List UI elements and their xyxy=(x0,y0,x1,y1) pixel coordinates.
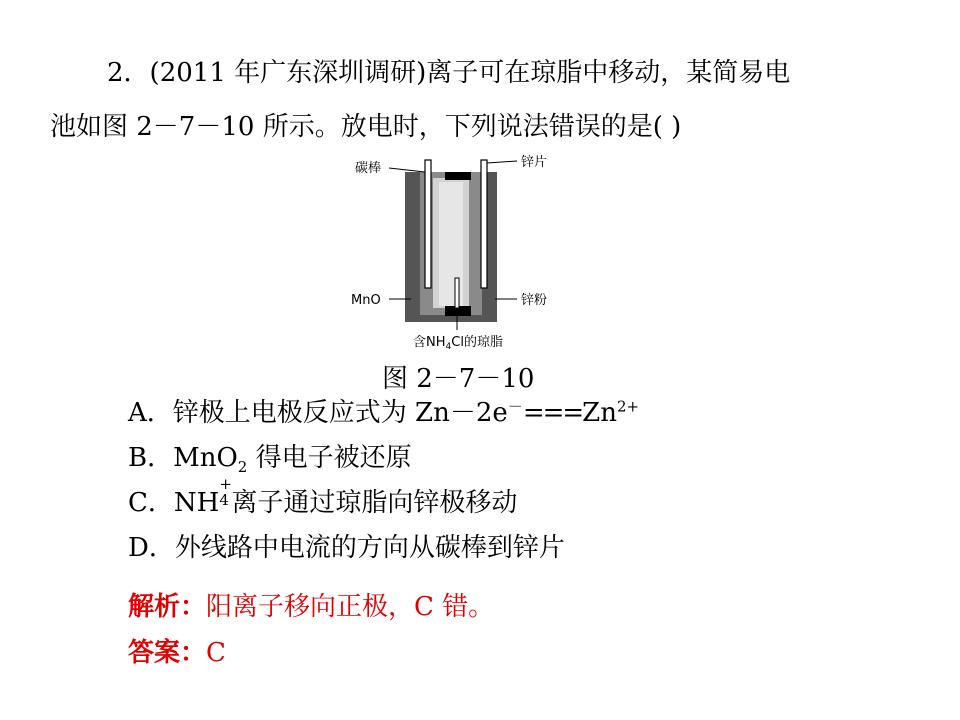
option-d[interactable] xyxy=(128,531,565,565)
option-d-letter: D． xyxy=(128,533,175,563)
option-b-formula: MnO xyxy=(173,443,238,473)
carbon-rod xyxy=(425,160,431,288)
option-c-formula: NH xyxy=(173,488,220,518)
option-b[interactable] xyxy=(128,441,412,475)
center-rod xyxy=(455,278,459,308)
label-mno: MnO xyxy=(351,293,381,308)
analysis xyxy=(128,590,494,624)
label-zinc-powder: 锌粉 xyxy=(521,293,548,308)
option-a-ion-charge: 2+ xyxy=(616,397,640,416)
label-carbon-rod: 碳棒 xyxy=(355,161,382,176)
top-seal xyxy=(445,172,471,180)
option-c-subscript: 4 xyxy=(219,491,229,509)
option-c-text: 离子通过琼脂向锌极移动 xyxy=(231,488,518,518)
option-a-product: Zn xyxy=(582,398,617,428)
battery-diagram xyxy=(345,150,590,355)
option-c-letter: C． xyxy=(128,488,174,518)
label-agar-prefix: 含NH xyxy=(413,335,446,350)
label-agar xyxy=(413,334,503,352)
label-zinc-sheet: 锌片 xyxy=(521,155,548,170)
option-a-letter: A． xyxy=(128,398,173,428)
option-a-electron-charge: － xyxy=(507,397,523,416)
option-a-text: 锌极上电极反应式为 Zn－2e xyxy=(172,398,508,428)
option-a-equals: === xyxy=(522,398,583,428)
option-b-subscript: 2 xyxy=(237,458,248,477)
label-agar-sub: 4 xyxy=(445,342,452,352)
answer-text: C xyxy=(206,638,226,668)
option-a[interactable] xyxy=(128,396,639,430)
question-text-1: (2011 年广东深圳调研)离子可在琼脂中移动，某简易电 xyxy=(149,58,791,88)
zinc-sheet-leader xyxy=(487,161,517,163)
analysis-text: 阳离子移向正极，C 错。 xyxy=(206,592,495,622)
option-c-superscript: + xyxy=(219,475,232,493)
zinc-sheet xyxy=(481,160,487,288)
question-number: 2． xyxy=(107,58,150,88)
option-b-text: 得电子被还原 xyxy=(247,443,412,473)
carbon-rod-leader xyxy=(389,168,425,172)
option-c-sup-sub xyxy=(219,475,232,511)
answer-label: 答案： xyxy=(128,638,207,668)
battery-diagram-svg xyxy=(345,150,590,355)
option-d-text: 外线路中电流的方向从碳棒到锌片 xyxy=(174,533,565,563)
option-b-letter: B． xyxy=(128,443,174,473)
analysis-label: 解析： xyxy=(128,592,207,622)
question-line-1 xyxy=(107,56,790,90)
question-line-2: 池如图 2－7－10 所示。放电时，下列说法错误的是( ) xyxy=(50,112,682,142)
answer xyxy=(128,636,226,670)
option-c[interactable] xyxy=(128,475,518,520)
figure-caption: 图 2－7－10 xyxy=(382,364,535,394)
label-agar-suffix: Cl的琼脂 xyxy=(451,335,503,350)
